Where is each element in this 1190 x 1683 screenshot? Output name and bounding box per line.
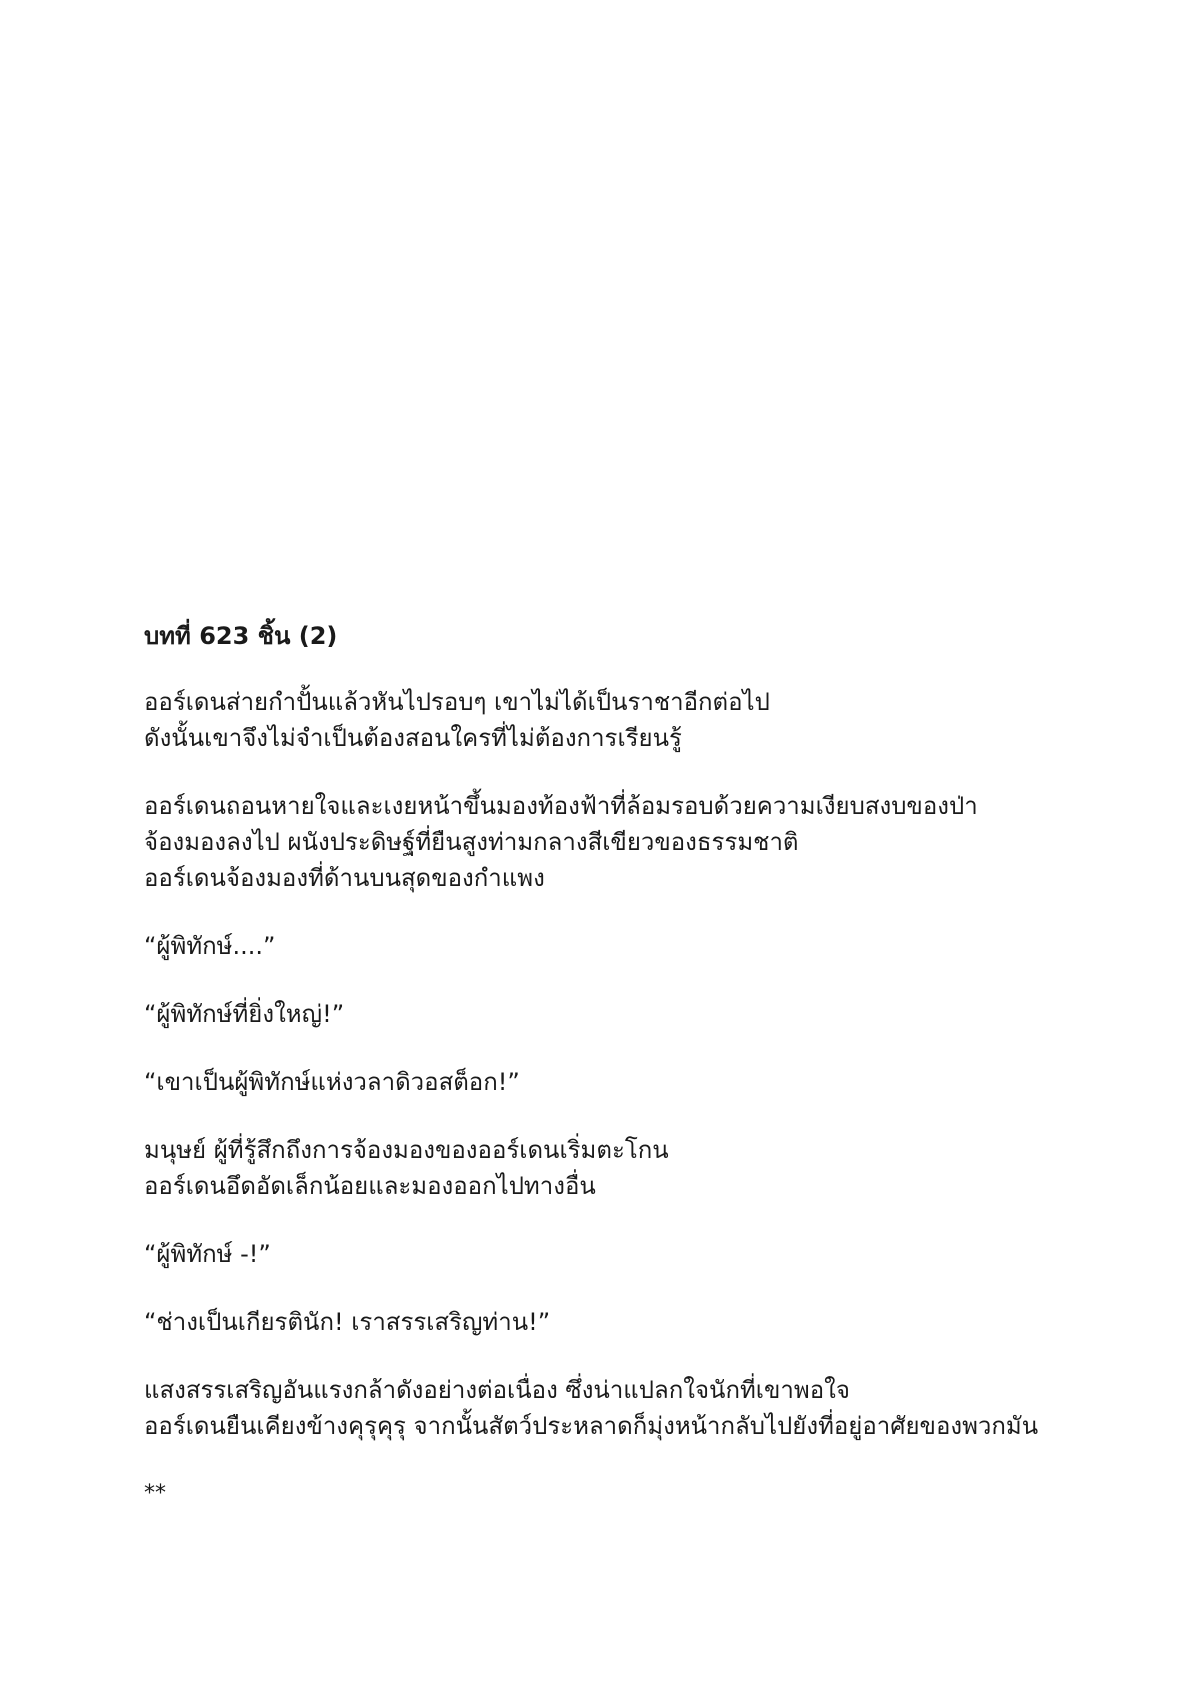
paragraph-line: ออร์เดนยืนเคียงข้างคุรุคุรุ จากนั้นสัตว์ประหลาดก็มุ่งหน้ากลับไปยังที่อยู่อาศัยของพวกมัน	[144, 1412, 1039, 1440]
paragraph	[144, 788, 1074, 896]
paragraph-line: “ผู้พิทักษ์....”	[144, 932, 276, 960]
dialogue-paragraph	[144, 1304, 1074, 1340]
dialogue-paragraph	[144, 996, 1074, 1032]
section-break: **	[144, 1481, 166, 1506]
paragraph	[144, 1372, 1074, 1444]
paragraph-line: “ผู้พิทักษ์ที่ยิ่งใหญ่!”	[144, 1000, 345, 1028]
paragraph	[144, 1132, 1074, 1204]
dialogue-paragraph	[144, 1236, 1074, 1272]
paragraph-line: มนุษย์ ผู้ที่รู้สึกถึงการจ้องมองของออร์เดนเริ่มตะโกน	[144, 1136, 669, 1164]
chapter-title: บทที่ 623 ชิ้น (2)	[144, 622, 338, 650]
paragraph-line: จ้องมองลงไป ผนังประดิษฐ์ที่ยืนสูงท่ามกลางสีเขียวของธรรมชาติ	[144, 828, 799, 856]
paragraph	[144, 684, 1074, 756]
paragraph-line: ออร์เดนส่ายกำปั้นแล้วหันไปรอบๆ เขาไม่ได้เป็นราชาอีกต่อไป	[144, 688, 770, 716]
paragraph-line: ออร์เดนถอนหายใจและเงยหน้าขึ้นมองท้องฟ้าที่ล้อมรอบด้วยความเงียบสงบของป่า	[144, 792, 978, 820]
document-page	[144, 618, 1074, 1512]
paragraph-line: “ผู้พิทักษ์ -!”	[144, 1240, 271, 1268]
paragraph-line: ออร์เดนจ้องมองที่ด้านบนสุดของกำแพง	[144, 864, 545, 892]
paragraph-line: “เขาเป็นผู้พิทักษ์แห่งวลาดิวอสต็อก!”	[144, 1068, 520, 1096]
dialogue-paragraph	[144, 1064, 1074, 1100]
dialogue-paragraph	[144, 928, 1074, 964]
paragraph-line: ออร์เดนอึดอัดเล็กน้อยและมองออกไปทางอื่น	[144, 1172, 596, 1200]
paragraph-line: “ช่างเป็นเกียรตินัก! เราสรรเสริญท่าน!”	[144, 1308, 551, 1336]
paragraph-line: แสงสรรเสริญอันแรงกล้าดังอย่างต่อเนื่อง ซึ่งน่าแปลกใจนักที่เขาพอใจ	[144, 1376, 850, 1404]
paragraph-line: ดังนั้นเขาจึงไม่จำเป็นต้องสอนใครที่ไม่ต้องการเรียนรู้	[144, 724, 682, 752]
